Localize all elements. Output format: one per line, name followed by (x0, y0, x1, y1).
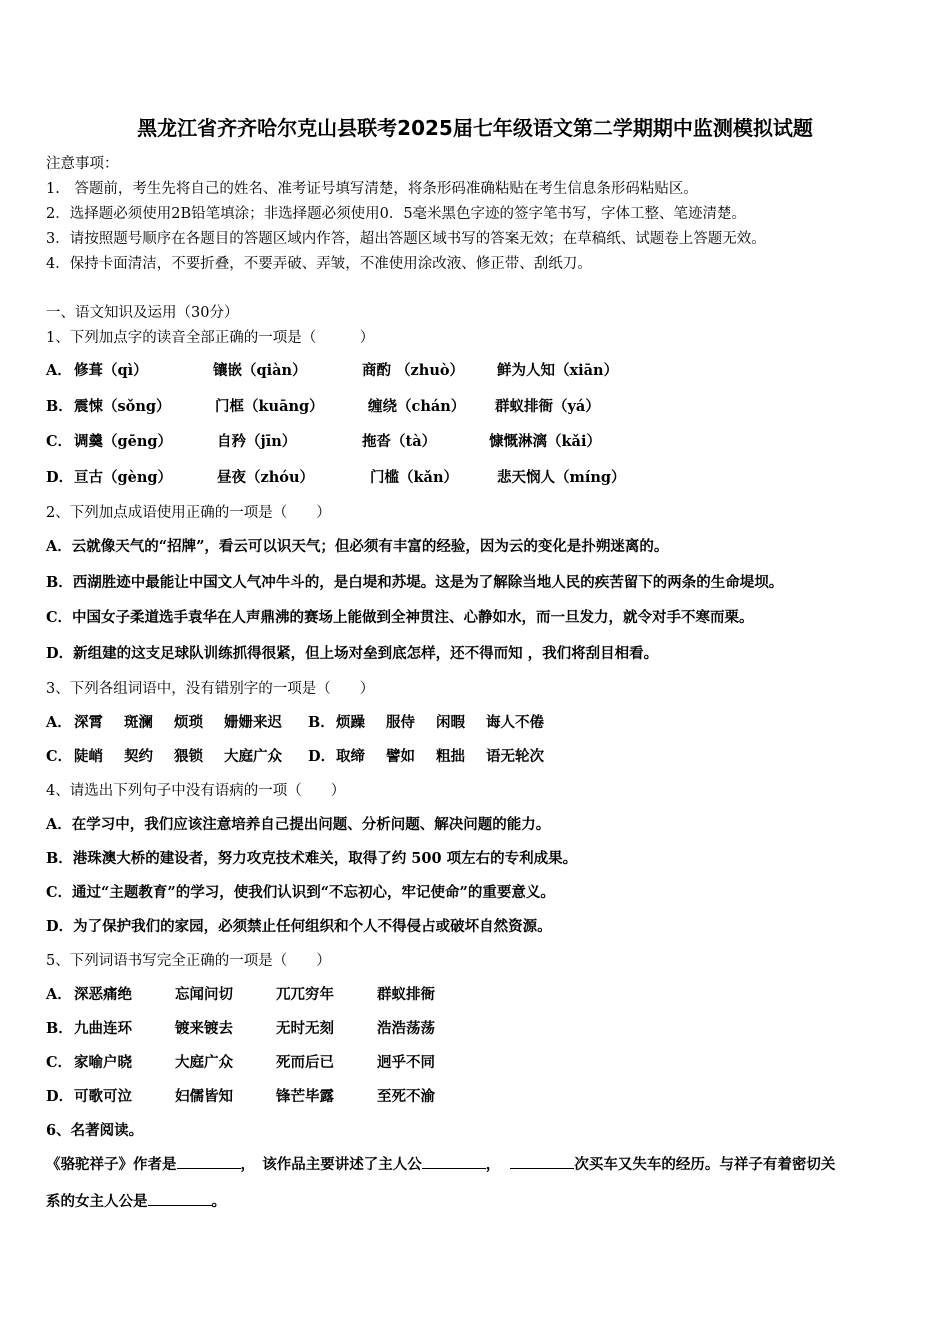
option-word: 烦琐 (174, 714, 203, 731)
option-word: 群蚁排衙 (377, 986, 435, 1003)
option-label: D． (46, 1088, 74, 1105)
option-label: B． (46, 1020, 73, 1037)
answer-blank[interactable] (510, 1154, 574, 1169)
q6-text: ， (485, 1156, 501, 1173)
question-stem-6: 6、名著阅读。 (46, 1122, 144, 1139)
question-stem-3: 3、下列各组词语中，没有错别字的一项是（ ） (46, 681, 375, 697)
q1-option-c (46, 430, 601, 451)
q4-option-c: C．通过“主题教育”的学习，使我们认识到“不忘初心，牢记使命”的重要意义。 (46, 884, 555, 901)
option-word: 姗姗来迟 (224, 714, 282, 731)
option-word: 缠绕（chán） (368, 398, 466, 415)
q1-option-b (46, 395, 600, 416)
notice-item: 3．请按照题号顺序在各题目的答题区域内作答，超出答题区域书写的答案无效；在草稿纸、试题卷上答题无效。 (46, 231, 766, 247)
option-word: 大庭广众 (175, 1054, 233, 1071)
notice-item: 1. 答题前，考生先将自己的姓名、准考证号填写清楚，将条形码准确粘贴在考生信息条形码粘贴区。 (46, 181, 698, 197)
q5-option-b (46, 1017, 435, 1038)
answer-blank[interactable] (148, 1191, 212, 1206)
option-word: 至死不渝 (377, 1088, 435, 1105)
q4-option-b: B．港珠澳大桥的建设者，努力攻克技术难关，取得了约 500 项左右的专利成果。 (46, 850, 578, 867)
question-stem-2: 2、下列加点成语使用正确的一项是（ ） (46, 505, 331, 521)
option-word: 自矜（jīn） (217, 433, 297, 450)
option-word: 修葺（qì） (74, 362, 148, 379)
option-word: 调羹（gēng） (74, 433, 173, 450)
option-word: 深恶痛绝 (74, 986, 132, 1003)
option-word: 门槛（kǎn） (370, 469, 458, 486)
option-word: 昼夜（zhóu） (217, 469, 314, 486)
section-heading: 一、语文知识及运用（30分） (46, 305, 239, 321)
q6-text: 次买车又失车的经历。与祥子有着密切关 (574, 1156, 836, 1173)
option-word: 死而后已 (276, 1054, 334, 1071)
q2-option-a: A．云就像天气的“招牌”，看云可以识天气；但必须有丰富的经验，因为云的变化是扑朔迷离的。 (46, 538, 669, 555)
option-label: C． (46, 1054, 73, 1071)
q1-option-d (46, 466, 626, 487)
option-word: 大庭广众 (224, 748, 282, 765)
option-word: 门框（kuāng） (215, 398, 324, 415)
option-word: 兀兀穷年 (276, 986, 334, 1003)
option-word: 烦躁 (336, 714, 365, 731)
option-word: 可歌可泣 (74, 1088, 132, 1105)
q3-row-2 (46, 745, 544, 766)
q2-option-d: D．新组建的这支足球队训练抓得很紧，但上场对垒到底怎样，还不得而知 ，我们将刮目相看。 (46, 645, 659, 662)
option-word: 服侍 (386, 714, 415, 731)
q1-option-a (46, 359, 618, 380)
option-word: 浩浩荡荡 (377, 1020, 435, 1037)
q5-option-c (46, 1051, 435, 1072)
option-word: 取缔 (336, 748, 365, 765)
q5-option-d (46, 1085, 435, 1106)
q2-option-c: C．中国女子柔道选手袁华在人声鼎沸的赛场上能做到全神贯注、心静如水，而一旦发力，就令对手不寒而栗。 (46, 609, 754, 626)
option-word: 妇儒皆知 (175, 1088, 233, 1105)
option-word: 亘古（gèng） (74, 469, 173, 486)
notice-heading: 注意事项： (46, 156, 119, 172)
notice-item: 2．选择题必须使用2B铅笔填涂；非选择题必须使用0．5毫米黑色字迹的签字笔书写，字体工整、笔迹清楚。 (46, 206, 747, 222)
option-label: C． (46, 433, 73, 450)
option-word: 语无轮次 (486, 748, 544, 765)
notice-item: 4．保持卡面清洁，不要折叠，不要弄破、弄皱，不准使用涂改液、修正带、刮纸刀。 (46, 256, 592, 272)
option-label: D． (46, 469, 74, 486)
option-label: B． (46, 398, 73, 415)
option-word: 慷慨淋漓（kǎi） (489, 433, 601, 450)
option-word: 锋芒毕露 (276, 1088, 334, 1105)
option-word: 悲天悯人（míng） (497, 469, 626, 486)
option-word: 拖沓（tà） (362, 433, 437, 450)
option-word: 家喻户晓 (74, 1054, 132, 1071)
q4-option-d: D．为了保护我们的家园，必须禁止任何组织和个人不得侵占或破坏自然资源。 (46, 918, 552, 935)
option-word: 震悚（sǒng） (74, 398, 171, 415)
option-word: 陡峭 (74, 748, 103, 765)
q6-text: 系的女主人公是 (46, 1193, 148, 1210)
option-word: 譬如 (386, 748, 415, 765)
page-title: 黑龙江省齐齐哈尔克山县联考2025届七年级语文第二学期期中监测模拟试题 (137, 116, 813, 140)
option-word: 粗拙 (436, 748, 465, 765)
option-word: 迥乎不同 (377, 1054, 435, 1071)
question-stem-1: 1、下列加点字的读音全部正确的一项是（ ） (46, 330, 375, 346)
option-word: 斑澜 (124, 714, 153, 731)
option-label: A． (46, 362, 72, 379)
option-label: A． (46, 714, 72, 731)
q6-text: 《骆驼祥子》作者是 (46, 1156, 177, 1173)
q2-option-b: B．西湖胜迹中最能让中国文人气冲牛斗的，是白堤和苏堤。这是为了解除当地人民的疾苦留下的两条的生命堤坝。 (46, 574, 784, 591)
option-word: 九曲连环 (74, 1020, 132, 1037)
option-word: 闲暇 (436, 714, 465, 731)
option-label: B． (308, 714, 335, 731)
option-word: 深霄 (74, 714, 103, 731)
option-word: 镀来镀去 (175, 1020, 233, 1037)
option-word: 镶嵌（qiàn） (213, 362, 307, 379)
option-label: A． (46, 986, 72, 1003)
q5-option-a (46, 983, 435, 1004)
option-label: C． (46, 748, 73, 765)
option-word: 无时无刻 (276, 1020, 334, 1037)
option-word: 猥锁 (174, 748, 203, 765)
q3-row-1 (46, 711, 544, 732)
question-stem-4: 4、请选出下列句子中没有语病的一项（ ） (46, 783, 346, 799)
q4-option-a: A．在学习中，我们应该注意培养自己提出问题、分析问题、解决问题的能力。 (46, 816, 551, 833)
option-word: 诲人不倦 (486, 714, 544, 731)
q6-text: 。 (211, 1193, 226, 1210)
q6-text: ， 该作品主要讲述了主人公 (240, 1156, 422, 1173)
q6-line-2 (46, 1190, 226, 1211)
answer-blank[interactable] (177, 1154, 241, 1169)
option-word: 鲜为人知（xiān） (497, 362, 619, 379)
question-stem-5: 5、下列词语书写完全正确的一项是（ ） (46, 953, 331, 969)
answer-blank[interactable] (422, 1154, 486, 1169)
option-word: 商酌 （zhuò） (362, 362, 465, 379)
q6-line-1 (46, 1153, 835, 1174)
option-label: D． (308, 748, 336, 765)
option-word: 忘闻问切 (175, 986, 233, 1003)
option-word: 契约 (124, 748, 153, 765)
option-word: 群蚁排衙（yá） (495, 398, 600, 415)
